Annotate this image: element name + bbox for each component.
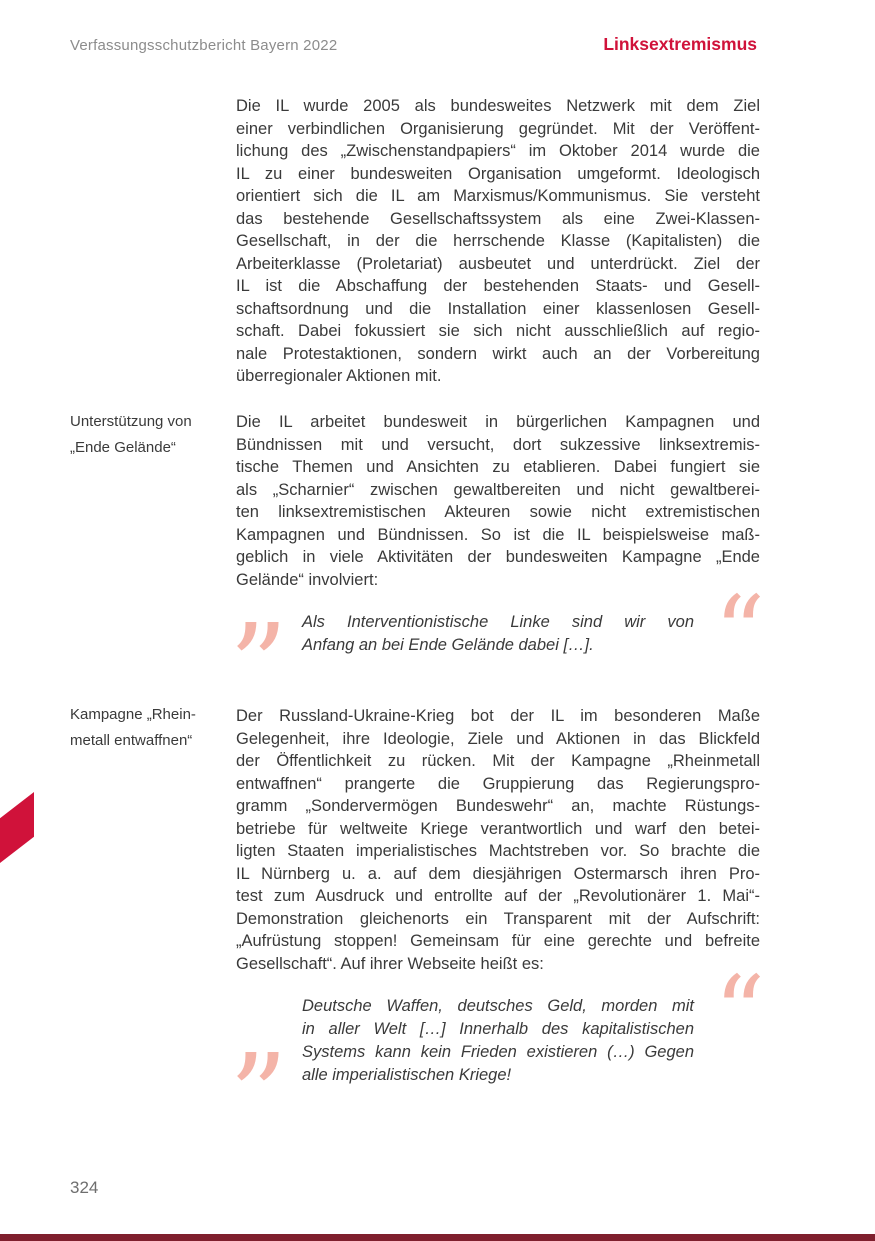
open-quote-icon: “ xyxy=(714,954,766,1071)
margin-note-ende-gelaende: Unterstützung von „Ende Gelände“ xyxy=(70,413,192,456)
paragraph-rheinmetall-campaign: Der Russland-Ukraine-Krieg bot der IL im besonderen Maße Gelegenheit, ihre Ideologie, Ziele und Aktionen in das Blickfeld der Öffentlichkeit zu rücken. Mit der Kampagne „Rheinmetall entwaffnen“ prangerte die Gruppierung das Regierungspro- gramm „Sondervermögen Bundeswehr“ an, machte Rüstungs- betriebe für weltweite Kriege verantwortlich und warf den betei- ligten Staaten imperialistisches Machtstreben vor. So brachte die IL Nürnberg u. a. auf dem diesjährigen Ostermarsch ihren Pro- test zum Ausdruck und entrollte auf der „Revolutionärer 1. Mai“- Demonstration gleichenorts ein Transparent mit der Aufschrift: „Aufrüstung stoppen! Gemeinsam für eine gerechte und befreite Gesellschaft“. Auf ihrer Webseite heißt es: xyxy=(236,707,760,973)
open-quote-icon: “ xyxy=(714,574,766,691)
bottom-edge-bar xyxy=(0,1234,875,1241)
red-accent-shape xyxy=(0,792,34,863)
close-quote-icon: ” xyxy=(229,600,288,734)
blockquote-website-statement: Deutsche Waffen, deutsches Geld, morden mit in aller Welt […] Innerhalb des kapitalistischen Systems kann kein Frieden existieren (…) Gegen alle imperialistischen Kriege! xyxy=(302,997,694,1084)
close-quote-icon: ” xyxy=(229,1030,288,1164)
margin-note-rheinmetall: Kampagne „Rhein- metall entwaffnen“ xyxy=(70,706,196,749)
blockquote-ende-gelaende: Als Interventionistische Linke sind wir von Anfang an bei Ende Gelände dabei […]. xyxy=(302,613,694,654)
paragraph-il-campaigns: Die IL arbeitet bundesweit in bürgerlichen Kampagnen und Bündnissen mit und versucht, dort sukzessive linksextremis- tische Themen und Ansichten zu etablieren. Dabei fungiert sie als „Scharnier“ zwischen gewaltbereiten und nicht gewaltberei- ten linksextremistischen Akteuren sowie nicht extremistischen Kampagnen und Bündnissen. So ist die IL beispielsweise maß- geblich in viele Aktivitäten der bundesweiten Kampagne „Ende Gelände“ involviert: xyxy=(236,413,760,589)
page-number: 324 xyxy=(70,1178,99,1197)
running-header-title: Verfassungsschutzbericht Bayern 2022 xyxy=(70,37,338,54)
paragraph-il-founding: Die IL wurde 2005 als bundesweites Netzwerk mit dem Ziel einer verbindlichen Organisierung gegründet. Mit der Veröffent- lichung des „Zwischenstandpapiers“ im Oktober 2014 wurde die IL zu einer bundesweiten Organisation umgeformt. Ideologisch orientiert sich die IL am Marxismus/Kommunismus. Sie versteht das bestehende Gesellschaftssystem als eine Zwei-Klassen- Gesellschaft, in der die herrschende Klasse (Kapitalisten) die Arbeiterklasse (Proletariat) ausbeutet und unterdrückt. Ziel der IL ist die Abschaffung der bestehenden Staats- und Gesell- schaftsordnung und die Installation einer klassenlosen Gesell- schaft. Dabei fokussiert sie sich nicht ausschließlich auf regio- nale Protestaktionen, sondern wirkt auch an der Vorbereitung überregionaler Aktionen mit. xyxy=(236,97,760,385)
section-label: Linksextremismus xyxy=(603,34,757,54)
